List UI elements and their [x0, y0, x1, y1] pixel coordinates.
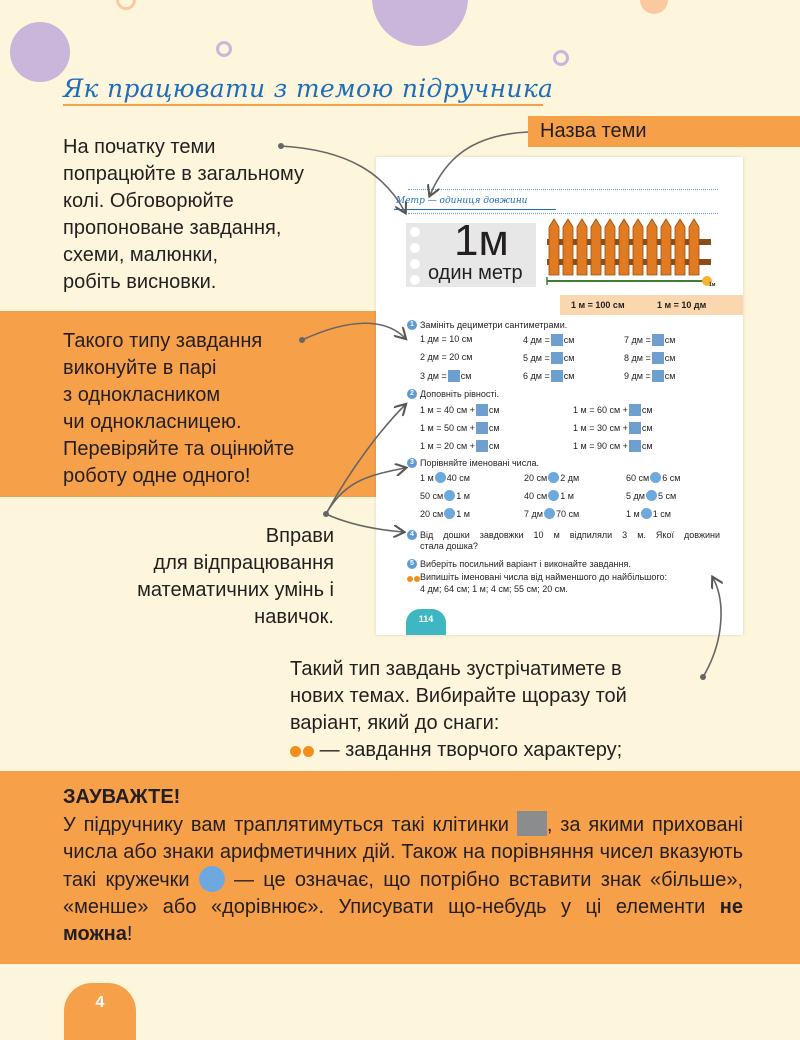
pairs-line: Перевіряйте та оцінюйте [63, 438, 295, 460]
task2-expr: 1 м = 60 см + [573, 405, 628, 415]
answer-cell[interactable] [448, 370, 460, 382]
pairs-line: роботу одне одного! [63, 465, 251, 487]
exercises-line: навичок. [254, 606, 334, 628]
formula-bar [560, 295, 743, 315]
task3-cell [626, 508, 671, 520]
task-number: 2 [407, 389, 417, 399]
task3-value: 1 м [420, 473, 434, 483]
task1-expr: 6 дм = [523, 371, 550, 381]
task3-value: 40 см [524, 491, 548, 501]
formula-2: 1 м = 10 дм [657, 300, 707, 310]
task1-cell [420, 352, 472, 363]
task3-value: 20 см [524, 473, 548, 483]
task3-value: 7 дм [524, 509, 543, 519]
task-4-text: Від дошки завдовжки 10 м відпиляли 3 м. Якої довжини [420, 530, 720, 540]
exercises-line: математичних умінь і [137, 579, 334, 601]
fence-illustration [543, 217, 715, 287]
task1-expr: 5 дм = [523, 353, 550, 363]
task3-cell [420, 472, 470, 484]
compare-circle[interactable] [444, 508, 455, 519]
task2-cell [420, 440, 500, 452]
exercises-line: Вправи [265, 525, 334, 547]
task2-expr: 1 м = 50 см + [420, 423, 475, 433]
meter-big-label: 1м [454, 216, 509, 265]
unit: см [641, 423, 653, 433]
task3-value: 60 см [626, 473, 650, 483]
task2-cell [420, 422, 500, 434]
answer-cell[interactable] [476, 404, 488, 416]
task1-cell [523, 334, 574, 346]
task3-value: 2 дм [560, 473, 580, 483]
variant-line: варіант, який до снаги: [290, 712, 500, 734]
task-4-text-2: стала дошка? [420, 541, 478, 551]
notice-part: ! [126, 923, 133, 945]
decor-ring-peach [116, 0, 136, 10]
intro-line: схеми, малюнки, [63, 244, 218, 266]
task1-cell [523, 352, 574, 364]
variant-line: нових темах. Вибирайте щоразу той [290, 685, 627, 707]
answer-cell[interactable] [652, 370, 664, 382]
compare-circle[interactable] [646, 490, 657, 501]
variant-text [290, 656, 627, 764]
task-1-text: Замініть дециметри сантиметрами. [420, 320, 568, 330]
task2-expr: 1 м = 90 см + [573, 441, 628, 451]
notice-emphasis: не можна [63, 896, 743, 945]
orange-dot-icon [290, 746, 301, 757]
compare-circle[interactable] [435, 472, 446, 483]
meter-sub-label: один метр [428, 262, 523, 284]
task2-expr: 1 м = 40 см + [420, 405, 475, 415]
task3-value: 6 см [662, 473, 681, 483]
answer-cell[interactable] [551, 352, 563, 364]
answer-cell[interactable] [629, 440, 641, 452]
topic-label: Назва теми [528, 116, 800, 147]
hole [410, 275, 420, 285]
task1-cell [624, 334, 675, 346]
answer-cell[interactable] [476, 440, 488, 452]
answer-cell[interactable] [476, 422, 488, 434]
hole [410, 227, 420, 237]
exercises-line: для відпрацювання [153, 552, 334, 574]
task3-value: 1 м [456, 509, 470, 519]
task1-cell [624, 370, 675, 382]
answer-cell[interactable] [629, 404, 641, 416]
unit: см [488, 405, 500, 415]
dotted-line [408, 213, 718, 214]
task-3-text: Порівняйте іменовані числа. [420, 458, 539, 468]
answer-cell[interactable] [652, 334, 664, 346]
variant-line: Такий тип завдань зустрічатимете в [290, 658, 622, 680]
circle-example-icon [199, 866, 225, 892]
task3-value: 5 дм [626, 491, 645, 501]
compare-circle[interactable] [548, 472, 559, 483]
task3-cell [420, 490, 470, 502]
answer-cell[interactable] [551, 334, 563, 346]
compare-circle[interactable] [544, 508, 555, 519]
task1-expr: 1 дм = 10 см [420, 334, 473, 344]
hole [410, 259, 420, 269]
task3-value: 1 см [652, 509, 671, 519]
compare-circle[interactable] [641, 508, 652, 519]
exercises-text [60, 523, 334, 631]
intro-line: На початку теми [63, 136, 216, 158]
task-number: 5 [407, 559, 417, 569]
orange-dot-icon [303, 746, 314, 757]
task3-value: 40 см [446, 473, 470, 483]
task3-value: 5 см [657, 491, 677, 501]
legend-text: — завдання творчого характеру; [319, 739, 623, 761]
dotted-line [408, 189, 718, 190]
task2-expr: 1 м = 30 см + [573, 423, 628, 433]
notice-text [63, 811, 743, 948]
notice-part: — це означає, що потрібно вставити знак «більше», «менше» або «дорівнює». Уписувати що-небудь у ці елементи [63, 869, 743, 918]
cell-example-icon [517, 811, 547, 836]
answer-cell[interactable] [629, 422, 641, 434]
unit: см [563, 353, 575, 363]
pairs-line: з однокласником [63, 384, 221, 406]
task2-expr: 1 м = 20 см + [420, 441, 475, 451]
task1-expr: 9 дм = [624, 371, 651, 381]
compare-circle[interactable] [548, 490, 559, 501]
page-number: 4 [64, 983, 136, 1040]
unit: см [563, 335, 575, 345]
task3-value: 50 см [420, 491, 444, 501]
task3-cell [524, 508, 579, 520]
notice-title: ЗАУВАЖТЕ! [63, 786, 181, 808]
task2-cell [573, 440, 653, 452]
decor-circle-peach-top [640, 0, 668, 14]
task1-expr: 7 дм = [624, 335, 651, 345]
book-page-number: 114 [406, 609, 446, 635]
notice-part: У підручнику вам траплятимуться такі клітинки [63, 814, 509, 836]
task3-cell [524, 472, 579, 484]
task2-cell [420, 404, 500, 416]
unit: см [488, 423, 500, 433]
unit: см [664, 353, 676, 363]
task1-expr: 8 дм = [624, 353, 651, 363]
formula-1: 1 м = 100 см [571, 300, 625, 310]
task3-cell [420, 508, 470, 520]
task2-cell [573, 404, 653, 416]
intro-line: робіть висновки. [63, 271, 217, 293]
intro-line: пропоноване завдання, [63, 217, 282, 239]
task-number: 3 [407, 458, 417, 468]
task3-value: 1 м [626, 509, 640, 519]
decor-circle-lilac-left [10, 22, 70, 82]
pairs-line: виконуйте в парі [63, 357, 217, 379]
textbook-page [376, 157, 743, 635]
decor-ring-left [216, 41, 232, 57]
task-2-text: Доповніть рівності. [420, 389, 500, 399]
unit: см [488, 441, 500, 451]
answer-cell[interactable] [652, 352, 664, 364]
unit: см [460, 371, 472, 381]
task1-expr: 4 дм = [523, 335, 550, 345]
task-number: 4 [407, 530, 417, 540]
unit: см [641, 441, 653, 451]
page-heading: Як працювати з темою підручника [63, 74, 554, 103]
creative-legend [290, 737, 627, 764]
task-number: 1 [407, 320, 417, 330]
pairs-line: Такого типу завдання [63, 330, 263, 352]
compare-circle[interactable] [444, 490, 455, 501]
unit: см [563, 371, 575, 381]
task1-cell [523, 370, 574, 382]
task3-cell [626, 472, 680, 484]
creative-marker-icon [407, 574, 420, 585]
task1-expr: 2 дм = 20 см [420, 352, 473, 362]
task2-cell [573, 422, 653, 434]
task1-cell [420, 370, 471, 382]
task3-cell [524, 490, 574, 502]
task3-value: 20 см [420, 509, 444, 519]
task3-value: 70 см [555, 509, 580, 519]
pairs-line: чи однокласницею. [63, 411, 242, 433]
book-topic-title: Метр — одиниця довжини [396, 196, 528, 206]
task-5-creative: Випишіть іменовані числа від найменшого до найбільшого: [420, 572, 667, 582]
scale-label: 1м [709, 282, 716, 288]
intro-line: колі. Обговорюйте [63, 190, 234, 212]
task1-cell [624, 352, 675, 364]
intro-line: попрацюйте в загальному [63, 163, 304, 185]
task-5-text: Виберіть посильний варіант і виконайте завдання. [420, 559, 631, 569]
task1-cell [420, 334, 472, 345]
intro-text [63, 134, 304, 296]
task-5-numbers: 4 дм; 64 см; 1 м; 4 см; 55 см; 20 см. [420, 584, 568, 594]
decor-circle-lilac-top [372, 0, 468, 46]
task3-cell [626, 490, 676, 502]
compare-circle[interactable] [650, 472, 661, 483]
hole [410, 243, 420, 253]
unit: см [641, 405, 653, 415]
unit: см [664, 335, 676, 345]
unit: см [664, 371, 676, 381]
notice-part: , за якими приховані числа або знаки арифметичних дій. Також на порівняння чисел вказують такі кружечки [63, 814, 744, 891]
answer-cell[interactable] [551, 370, 563, 382]
task3-value: 1 м [456, 491, 470, 501]
pairs-text [63, 328, 294, 490]
book-title-underline [394, 209, 556, 210]
task3-value: 1 м [560, 491, 574, 501]
decor-ring-right [553, 50, 569, 66]
task1-expr: 3 дм = [420, 371, 447, 381]
heading-underline [63, 104, 543, 106]
